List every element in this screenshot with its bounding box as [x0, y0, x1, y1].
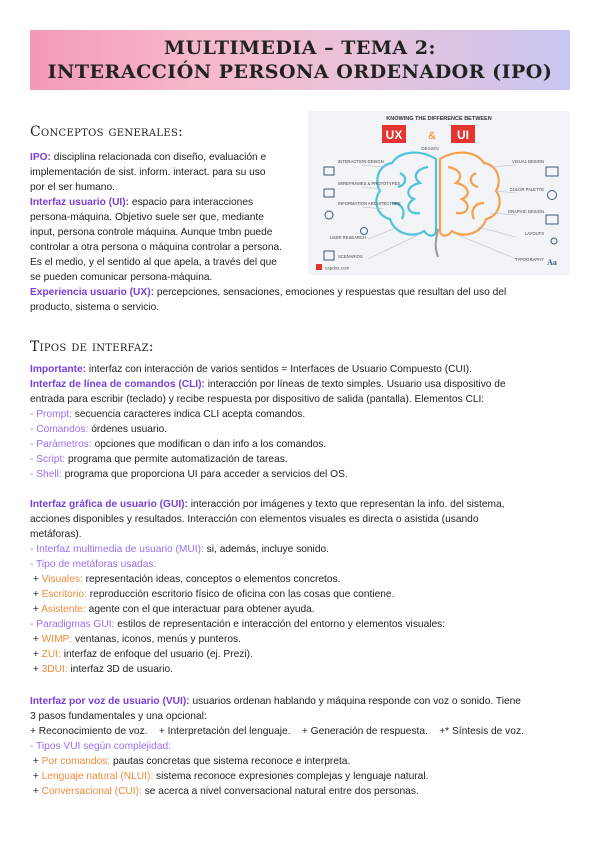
title-line-2: INTERACCIÓN PERSONA ORDENADOR (IPO) [47, 61, 553, 83]
palette-icon [548, 191, 557, 200]
vui-tipo-item: + Conversacional (CUI): se acerca a nivel conversacional natural entre dos personas. [30, 786, 419, 797]
vui-tipo-item: + Lenguaje natural (NLUI): sistema reconoce expresiones complejas y lenguaje natural. [30, 771, 429, 782]
label-interaction-design: INTERACTION DESIGN [338, 159, 384, 164]
cli-item: - Comandos: órdenes usuario. [30, 424, 168, 435]
section-heading-tipos: Tipos de interfaz: [30, 339, 154, 355]
label-user-research: USER RESEARCH [330, 235, 367, 240]
label-visual-design: VISUAL DESIGN [512, 159, 544, 164]
metaforas-label: Tipo de metáforas usadas: [36, 559, 157, 570]
ux-term: Experiencia usuario (UX): [30, 287, 154, 298]
brand-logo-icon [316, 264, 322, 270]
metafora-item: + Escritorio: reproducción escritorio físico de oficina con las cosas que contiene. [30, 589, 395, 600]
scenario-icon [324, 251, 334, 260]
brain-left-hemisphere [376, 153, 436, 236]
ui-term: Interfaz usuario (UI): [30, 197, 130, 208]
cli-item: - Script: programa que permite automatización de tareas. [30, 454, 288, 465]
section-heading-conceptos: Conceptos generales: [30, 124, 184, 140]
label-typography: TYPOGRAPHY [514, 257, 544, 262]
right-icons [546, 167, 558, 244]
mui-term: Interfaz multimedia de usuario (MUI): [36, 544, 204, 555]
illus-design: DESIGN [421, 146, 439, 151]
label-layouts: LAYOUTS [524, 231, 544, 236]
cli-term: Interfaz de línea de comandos (CLI): [30, 379, 205, 390]
typography-icon: Aa [547, 258, 557, 267]
ux-definition: Experiencia usuario (UX): percepciones, sensaciones, emociones y respuestas que resultan del uso del producto, sistema o servicio. [30, 287, 507, 313]
ampersand: & [428, 130, 436, 142]
vui-steps: + Reconocimiento de voz. + Interpretación del lenguaje. + Generación de respuesta. +* Síntesis de voz. [30, 726, 524, 737]
graphic-icon [546, 215, 558, 224]
monitor-icon [546, 167, 558, 176]
vui-term: Interfaz por voz de usuario (VUI): [30, 696, 190, 707]
vui-tipo-item: + Por comandos: pautas concretas que sistema reconoce e interpreta. [30, 756, 351, 767]
label-info-architecture: INFORMATION ARCHITECTURE [338, 201, 401, 206]
cli-item: - Prompt: secuencia caracteres indica CLI acepta comandos. [30, 409, 306, 420]
brand-text: capdox.com [325, 265, 350, 271]
ux-badge-text: UX [385, 128, 403, 142]
person-icon [551, 238, 557, 244]
metafora-item: + Visuales: representación ideas, conceptos o elementos concretos. [30, 574, 341, 585]
label-graphic-design: GRAPHIC DESIGN [507, 209, 544, 214]
magnifier-icon [361, 228, 368, 235]
label-color-palette: COLOR PALETTE [509, 187, 544, 192]
paradigma-item: + WIMP: ventanas, iconos, menús y punteros. [30, 634, 241, 645]
cli-item: - Parámetros: opciones que modifican o dan info a los comandos. [30, 439, 327, 450]
title-line-1: MULTIMEDIA – TEMA 2: [163, 37, 437, 59]
importante-term: Importante: [30, 364, 87, 375]
paradigmas-term: Paradigmas GUI: [36, 619, 115, 630]
vui-tipos-label: Tipos VUI según complejidad: [36, 741, 172, 752]
network-icon [325, 211, 333, 219]
right-labels [508, 159, 545, 262]
cli-item: - Shell: programa que proporciona UI para acceder a servicios del OS. [30, 469, 348, 480]
vui-section: Interfaz por voz de usuario (VUI): usuarios ordenan hablando y máquina responde con voz o sonido. Tiene 3 pasos fundamentales y una opcional: + Reconocimiento de voz. + Interpretación del lenguaje. + Generación de respuesta. +* Síntesis de voz. - Tipos VUI según complejidad: + Por comandos: pautas concretas que sistema reconoce e interpreta. + Lenguaje natural (NLUI): sistema reconoce expresiones complejas y lenguaje natural. + Conversacional (CUI): se acerca a nivel conversacional natural entre dos personas. [30, 694, 570, 799]
ui-definition: Interfaz usuario (UI): espacio para interacciones persona-máquina. Objetivo suele ser que, mediante input, persona controle máquina. Aunque tmbn puede controlar a otra persona o máquina controlar a persona. Es el medio, y el sentido al que apela, a través del que se pueden comunicar persona-máquina. [30, 197, 283, 283]
paradigma-item: + 3DUI: interfaz 3D de usuario. [30, 664, 174, 675]
ipo-definition: IPO: disciplina relacionada con diseño, evaluación e implementación de sist. inform. interact. para su uso por el ser humano. [30, 152, 267, 193]
illus-header: KNOWING THE DIFFERENCE BETWEEN [386, 116, 492, 122]
wireframe-icon [324, 189, 334, 197]
label-scenarios: SCENARIOS [338, 254, 363, 259]
gui-section: Interfaz gráfica de usuario (GUI): interacción por imágenes y texto que representan la info. del sistema, acciones disponibles y resultados. Interacción con elementos visuales es directa o asistida (usando metáforas). - Interfaz multimedia de usuario (MUI): si, además, incluye sonido. - Tipo de metáforas usadas: + Visuales: representación ideas, conceptos o elementos concretos. + Escritorio: reproducción escritorio físico de oficina con las cosas que contiene. + Asistente: agente con el que interactuar para obtener ayuda. - Paradigmas GUI: estilos de representación e interacción del entorno y elementos visuales: + WIMP: ventanas, iconos, menús y punteros. + ZUI: interfaz de enfoque del usuario (ej. Prezi). + 3DUI: interfaz 3D de usuario. [30, 497, 570, 677]
label-wireframes: WIREFRAMES & PROTOTYPES [338, 181, 401, 186]
ipo-term: IPO: [30, 152, 51, 163]
gui-term: Interfaz gráfica de usuario (GUI): [30, 499, 188, 510]
metafora-item: + Asistente: agente con el que interactuar para obtener ayuda. [30, 604, 315, 615]
paradigma-item: + ZUI: interfaz de enfoque del usuario (ej. Prezi). [30, 649, 253, 660]
brain-right-hemisphere [440, 153, 500, 236]
cli-section: Importante: interfaz con interacción de varios sentidos = Interfaces de Usuario Compuesto (CUI). Interfaz de línea de comandos (CLI): interacción por líneas de texto simples. Usuario usa dispositivo de entrada para escribir (teclado) y recibe respuesta por dispositivo de salida (pantalla). Elementos CLI: - Prompt: secuencia caracteres indica CLI acepta comandos. - Comandos: órdenes usuario. - Parámetros: opciones que modifican o dan info a los comandos. - Script: programa que permite automatización de tareas. - Shell: programa que proporciona UI para acceder a servicios del OS. [30, 362, 570, 482]
ui-badge-text: UI [457, 128, 469, 142]
left-labels [330, 159, 401, 259]
title-banner [30, 30, 570, 90]
ux-ui-brain-illustration [308, 111, 570, 275]
window-icon [324, 167, 334, 175]
brain-illustration-svg [308, 111, 570, 275]
